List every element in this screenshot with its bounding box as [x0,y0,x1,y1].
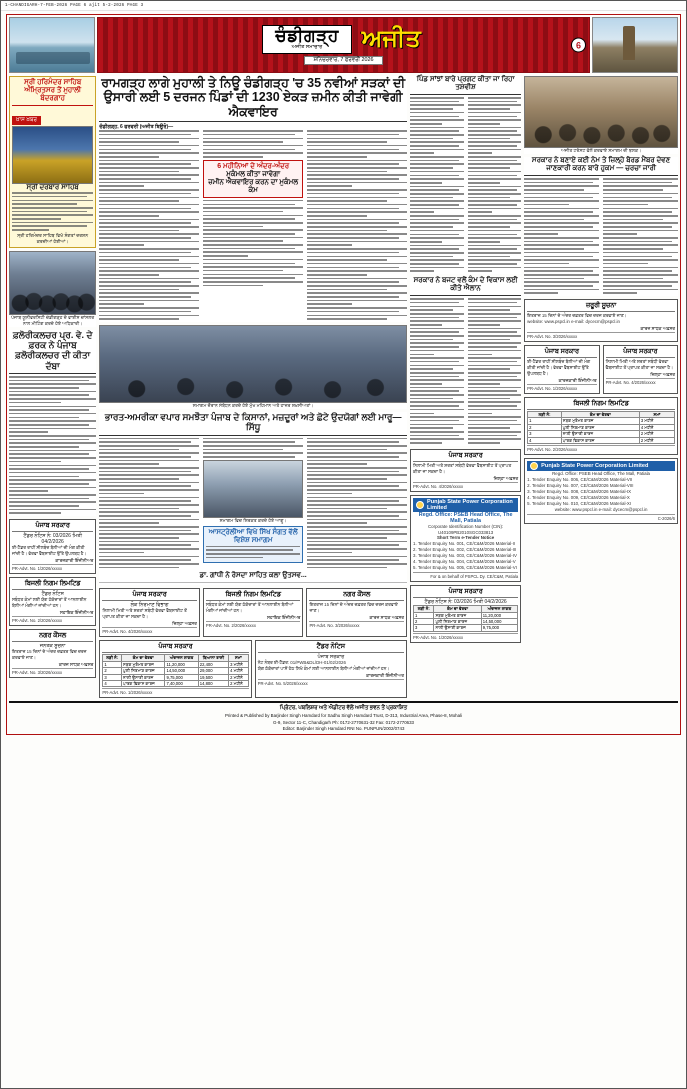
feature-box-title: ਸ੍ਰੀ ਹਰਿਮੰਦਰ ਸਾਹਿਬ ਅੰਮ੍ਰਿਤਸਰ ਤੋਂ ਮੁਹਾਲੀ ਬੰਦਰਗਾਹ [24,79,82,103]
th-0: ਲੜੀ ਨੰ: [528,411,562,417]
notice-1-heading: ਪੰਜਾਬ ਸਰਕਾਰ [12,522,93,532]
budget-story [410,277,521,446]
cell: ਸੜਕ ਮੁਰੰਮਤ ਕਾਰਜ [561,418,639,424]
pspcl-2-sub: Regd. Office: PSEB Head Office, The Mall, Patiala [552,471,651,477]
pspcl-bar-1 [413,498,518,512]
notice-1-body: ਈ-ਟੈਂਡਰ ਰਾਹੀਂ ਸੀਲਬੰਦ ਬੋਲੀਆਂ ਦੀ ਮੰਗ ਕੀਤੀ ਜਾਂਦੀ ਹੈ। ਵੇਰਵਾ ਵੈੱਬਸਾਈਟ ਉੱਤੇ ਉਪਲਬਧ ਹੈ। [12,545,87,557]
cell: 29,000 [198,668,228,674]
notice-3-heading: ਨਗਰ ਕੌਂਸਲ [12,632,93,642]
column-3 [410,76,521,698]
pspcl-sub-1: Regd. Office: PSEB Head Office, The Mall, Patiala [418,511,513,524]
cell: ਪੁਲੀ ਨਿਰਮਾਣ ਕਾਰਜ [561,424,639,430]
notice-block-10 [603,345,678,394]
notice-1-sign: ਕਾਰਜਕਾਰੀ ਇੰਜੀਨੀਅਰ [55,558,94,563]
budget-body [410,298,521,446]
masthead-title-row [262,25,424,53]
trade-headline: ਭਾਰਤ-ਅਮਰੀਕਾ ਵਪਾਰ ਸਮਝੌਤਾ ਪੰਜਾਬ ਦੇ ਕਿਸਾਨਾਂ, ਮਜ਼ਦੂਰਾਂ ਅਤੇ ਛੋਟੇ ਉਦਯੋਗਾਂ ਲਈ ਮਾਰੂ—ਸਿੱਧੂ [104,411,402,433]
lead-byline: ਚੰਡੀਗੜ੍ਹ, 6 ਫਰਵਰੀ (ਅਜੀਤ ਬਿਊਰੋ)— [99,124,174,131]
australia-box [203,526,303,564]
notice-9-foot: PR-Advt. No. 1/2026/xxxxx [527,384,596,391]
tender-table-heading: ਪੰਜਾਬ ਸਰਕਾਰ [102,643,248,653]
cell: 14,800 [198,681,228,687]
notice-5-heading: ਬਿਜਲੀ ਨਿਗਮ ਲਿਮਟਿਡ [206,591,301,601]
notice-6-heading: ਨਗਰ ਕੌਂਸਲ [309,591,404,601]
tender-right-sub: ਪੰਜਾਬ ਸਰਕਾਰ [317,654,345,661]
cell: ਪਾਰਕ ਵਿਕਾਸ ਕਾਰਜ [122,681,165,687]
tender-right-ref: ਨੋਟ ਨੰਬਰ ਈ-ਟੈਂਡਰ: 01/PWB&DL/DH-01/02/2026 [257,660,346,666]
pspcl-2-item: 2. Tender Enquiry No. 007, CE/C&M/2026 Material-VIII [527,482,634,488]
masthead-city [262,25,352,53]
notice-1-sub: ਟੈਂਡਰ ਨੋਟਿਸ ਨੰ: 03/2026 ਮਿਤੀ 04/2/2026 [23,533,82,546]
page-frame [6,14,681,735]
jaruri-suchna-heading: ਜ਼ਰੂਰੀ ਸੂਚਨਾ [527,302,675,312]
masthead-date: ਸ਼ਨਿਚਰਵਾਰ, 7 ਫਰਵਰੀ 2026 [304,56,382,65]
tender-table-foot: PR-Advt. No. 1/2026/xxxxx [102,688,248,695]
notice-5-body: ਸਬੰਧਤ ਕੰਮਾਂ ਲਈ ਯੋਗ ਠੇਕੇਦਾਰਾਂ ਤੋਂ ਆਨਲਾਈਨ ਬੋਲੀਆਂ ਮੰਗੀਆਂ ਜਾਂਦੀਆਂ ਹਨ। [205,602,294,614]
th-1: ਕੰਮ ਦਾ ਵੇਰਵਾ [122,655,165,661]
notice-4-foot: PR-Advt. No. 4/2026/xxxxx [102,627,197,634]
pspcl-item: 3. Tender Enquiry No. 003, CE/C&M/2026 Material-IV [413,553,517,559]
tender-right-heading: ਟੈਂਡਰ ਨੋਟਿਸ [258,643,404,653]
pspcl-logo-icon [530,462,538,470]
cell: 1 [414,612,434,618]
notice-7-heading: ਪੰਜਾਬ ਸਰਕਾਰ [413,452,518,462]
notice-9-heading: ਪੰਜਾਬ ਸਰਕਾਰ [527,348,596,358]
cell: 9,75,000 [481,625,517,631]
lead-body-col-b [203,130,303,322]
feature-box-golden-temple [9,76,96,248]
pu-meeting-photo [9,251,96,315]
page-number-badge: 6 [571,38,586,53]
khas-khabar-tag: ਖ਼ਾਸ ਖ਼ਬਰ [12,116,41,125]
lead-body-col-c [307,130,407,322]
tender-table [102,654,248,687]
lead-body-columns [99,130,407,322]
cell: 1 [528,418,562,424]
village-story [410,76,521,274]
pspcl-2-item: 4. Tender Enquiry No. 009, CE/C&M/2026 Material-X [527,494,630,500]
lead-body-col-a [99,130,199,322]
notice-block-7 [410,449,521,492]
notice-8-table [413,605,518,632]
cell: 1 [103,661,122,667]
feature-box-caption: ਸ੍ਰੀ ਹਰਿਮੰਦਰ ਸਾਹਿਬ ਵਿਖੇ ਸੰਗਤਾਂ ਦਰਸ਼ਨ ਕਰਦੀਆਂ ਹੋਈਆਂ। [17,232,89,244]
jaruri-suchna-body: ਇਤਰਾਜ਼ 15 ਦਿਨਾਂ ਦੇ ਅੰਦਰ ਦਫ਼ਤਰ ਵਿਚ ਦਰਜ ਕਰਵਾਏ ਜਾਣ। [527,313,627,319]
cell: 2 ਮਹੀਨੇ [229,681,249,687]
cell: 3 [414,625,434,631]
table-row [103,681,248,687]
pspcl-footer-1: For & on behalf of PSPCL Dy. CE/C&M, Patiala [413,572,518,579]
footer-line-2: Printed & Published by Barjinder Singh Hamdard for Sadhu Singh Hamdard Trust, D-313, Industrial Area, Phase-8, Mohali [225,713,462,719]
notice-4-heading: ਪੰਜਾਬ ਸਰਕਾਰ [102,591,197,601]
notice-3-sign: ਕਾਰਜ ਸਾਧਕ ਅਫ਼ਸਰ [58,661,94,667]
cell: ਸੜਕ ਮੁਰੰਮਤ ਕਾਰਜ [122,661,165,667]
notice-3-sub: ਜਨਤਕ ਸੂਚਨਾ [39,642,66,649]
tender-right-foot: PR-Advt. No. 5/2026/xxxxx [258,679,404,686]
scan-header-strip: 1-CHANDIGARH-7-FEB-2026 PAGE 6 ajit 5-2-2026 PAGE 3 [1,1,686,11]
th-1: ਕੰਮ ਦਾ ਵੇਰਵਾ [434,606,481,612]
cell: 14,50,000 [165,668,198,674]
th-2: ਅੰਦਾਜ਼ਨ ਲਾਗਤ [165,655,198,661]
table-row [414,625,518,631]
sgpc-notice-block [524,397,678,455]
cell: 2 [414,618,434,624]
th-4: ਸਮਾਂ [229,655,249,661]
notice-8-heading: ਪੰਜਾਬ ਸਰਕਾਰ [413,588,518,598]
cell: 11,20,000 [165,661,198,667]
sgpc-heading: ਬਿਜਲੀ ਨਿਗਮ ਲਿਮਟਿਡ [527,400,675,410]
notice-2-body: ਸਬੰਧਤ ਕੰਮਾਂ ਲਈ ਯੋਗ ਠੇਕੇਦਾਰਾਂ ਤੋਂ ਆਨਲਾਈਨ ਬੋਲੀਆਂ ਮੰਗੀਆਂ ਜਾਂਦੀਆਂ ਹਨ। [12,597,87,608]
pspcl-bar-2 [527,461,675,471]
pspcl-note: Short Term e-Tender Notice [437,535,495,541]
crowd-photo-block [524,76,678,154]
column-4 [524,76,678,698]
pspcl-2-contact: website: www.pspcl.in e-mail: dycecm@pspcl.in [554,506,648,512]
notice-3-foot: PR-Advt. No. 3/2026/xxxxx [12,668,93,675]
cell: ਨਾਲੀ ਉਸਾਰੀ ਕਾਰਜ [434,625,481,631]
notice-1-foot: PR-Advt. No. 1/2026/xxxxx [12,564,93,571]
leader-photo-caption: ਸਮਾਗਮ ਵਿਚ ਸ਼ਿਰਕਤ ਕਰਦੇ ਹੋਏ ਆਗੂ। [219,517,287,523]
page-footer [9,701,678,732]
notice-10-foot: PR-Advt. No. 4/2026/xxxxx [606,378,675,385]
th-1: ਕੰਮ ਦਾ ਵੇਰਵਾ [561,411,639,417]
notice-2-heading: ਬਿਜਲੀ ਨਿਗਮ ਲਿਮਟਿਡ [12,580,93,590]
jaruri-suchna-block [524,299,678,342]
masthead-photo-left [9,17,95,73]
th-3: ਬਿਆਨਾ ਰਾਸ਼ੀ [198,655,228,661]
th-0: ਲੜੀ ਨੰ: [103,655,122,661]
pspcl-logo-icon [416,501,424,509]
pspcl-item: 5. Tender Enquiry No. 005, CE/C&M/2026 Material-VI [413,565,517,571]
notice-8-sub: ਟੈਂਡਰ ਨੋਟਿਸ ਨੰ: 03/2026 ਮਿਤੀ 04/2/2026 [424,599,507,606]
th-2: ਸਮਾਂ [639,411,674,417]
pspcl-block-2 [524,458,678,524]
floriculture-story [9,330,96,517]
trade-story [99,412,407,585]
cell: ਪੁਲੀ ਨਿਰਮਾਣ ਕਾਰਜ [122,668,165,674]
pspcl-bar-2-text: Punjab State Power Corporation Limited [541,463,649,470]
cell: 3 [103,674,122,680]
pspcl-bar-1-text: Punjab State Power Corporation Limited [427,498,513,511]
pspcl-2-item: 3. Tender Enquiry No. 008, CE/C&M/2026 Material-IX [527,488,632,494]
lead-centerbox-line1: 6 ਮਹੀਨਿਆਂ ਦੇ ਅੰਦਰ-ਅੰਦਰ [217,162,290,170]
notice-block-4 [99,588,200,637]
cell: 4 [528,437,562,443]
pspcl-2-item: 1. Tender Enquiry No. 006, CE/C&M/2026 Material-VII [527,476,633,482]
stage-photo-block [99,325,407,409]
feature-box-body [12,192,93,230]
lead-headline: ਰਾਮਗੜ੍ਹ ਲਾਗੇ ਮੁਹਾਲੀ ਤੇ ਨਿਊ ਚੰਡੀਗੜ੍ਹ 'ਚ 35 ਨਵੀਆਂ ਸੜਕਾਂ ਦੀ ਉਸਾਰੀ ਲਈ 5 ਦਰਜਨ ਪਿੰਡਾਂ ਦੀ 1230 ਏਕੜ ਜ਼ਮੀਨ ਕੀਤੀ ਜਾਵੇਗੀ ਐਕਵਾਇਰ [101,76,406,119]
pspcl-2-item: 5. Tender Enquiry No. 010, CE/C&M/2026 Material-XI [527,500,632,506]
cell: 4 [103,681,122,687]
lead-story [99,76,407,322]
masthead-city-text: ਚੰਡੀਗੜ੍ਹ [275,26,339,46]
pspcl-sub-2: Corporate Identification Number (CIN): U40109PB2010SGC033813 [428,523,504,535]
stage-photo-caption: ਸਮਾਗਮ ਦੌਰਾਨ ਸੰਬੋਧਨ ਕਰਦੇ ਹੋਏ ਮੁੱਖ ਮਹਿਮਾਨ ਅਤੇ ਹਾਜ਼ਰ ਸ਼ਖ਼ਸੀਅਤਾਂ। [192,402,314,408]
floriculture-headline: ਫ਼ਲੋਰੀਕਲਚਰ ਪ੍ਰ. ਵੇ. ਦੇ ਫ਼ਰਕ ਨੇ ਪੰਜਾਬ ਫ਼ਲੋਰੀਕਲਚਰ ਦੀ ਕੀਤਾ ਦੱਬਾ [12,329,93,371]
trade-col-b [203,438,303,571]
cell: 9,75,000 [165,674,198,680]
notice-6-body: ਇਤਰਾਜ਼ 15 ਦਿਨਾਂ ਦੇ ਅੰਦਰ ਦਫ਼ਤਰ ਵਿਚ ਦਰਜ ਕਰਵਾਏ ਜਾਣ। [309,602,398,614]
pu-photo-caption: ਪੰਜਾਬ ਯੂਨੀਵਰਸਿਟੀ ਚੰਡੀਗੜ੍ਹ ਦੇ ਵਾਈਸ ਚਾਂਸਲਰ ਨਾਲ ਮੀਟਿੰਗ ਕਰਦੇ ਹੋਏ ਅਧਿਕਾਰੀ। [11,314,95,326]
notice-row-col2 [99,588,407,637]
cell: ਨਾਲੀ ਉਸਾਰੀ ਕਾਰਜ [561,431,639,437]
sgpc-foot: PR-Advt. No. 2/2026/xxxxx [527,445,675,452]
notice-block-9 [524,345,599,394]
footer-line-1: ਪ੍ਰਿੰਟਰ, ਪਬਲਿਸ਼ਰ ਅਤੇ ਐਡੀਟਰ ਵੱਲੋਂ ਅਜੀਤ ਭਵਨ ਤੋਂ ਪ੍ਰਕਾਸ਼ਿਤ [279,705,408,712]
jaruri-suchna-foot: PR-Advt. No. 3/2026/xxxxx [527,332,675,339]
notice-7-body: ਨਿਲਾਮੀ ਮਿਤੀ ਅਤੇ ਸ਼ਰਤਾਂ ਸਬੰਧੀ ਵੇਰਵਾ ਵੈੱਬਸਾਈਟ ਤੋਂ ਪ੍ਰਾਪਤ ਕੀਤਾ ਜਾ ਸਕਦਾ ਹੈ। [413,462,512,474]
notice-2-foot: PR-Advt. No. 2/2026/xxxxx [12,616,93,623]
govt-order-headline: ਸਰਕਾਰ ਨੇ ਬਣਾਏ ਕਈ ਨੇਮ ਤੇ ਜ਼ਿਲ੍ਹੇ ਬੋਰਡ ਮੈਂਬਰ ਦੇਵਣ ਜਾਣਕਾਰੀ ਕਰਨ ਬਾਰੇ ਹੁਕਮ — ਚਰਚਾ ਜਾਰੀ [531,156,671,173]
notice-block-2 [9,577,96,626]
village-headline: ਪਿੰਡ ਸਾਂਝਾਂ ਬਾਰੇ ਪ੍ਰਗਟ ਕੀਤਾ ਜਾ ਰਿਹਾ ਤਸ਼ਵੀਸ਼ [416,76,515,92]
cell: 2 [528,424,562,430]
notice-block-3 [9,629,96,678]
crowd-photo-caption: ਅਜੀਤ ਟਰੱਸਟ ਵੱਲੋਂ ਕਰਵਾਏ ਸਮਾਗਮ ਦੀ ਝਲਕ। [560,148,642,153]
crowd-photo [524,76,678,148]
cell: 2 ਮਹੀਨੇ [229,674,249,680]
pspcl-2-code: C-2026/6 [527,514,675,521]
notice-6-sign: ਕਾਰਜ ਸਾਧਕ ਅਫ਼ਸਰ [369,615,405,621]
notice-3-body: ਇਤਰਾਜ਼ 15 ਦਿਨਾਂ ਦੇ ਅੰਦਰ ਦਫ਼ਤਰ ਵਿਚ ਦਰਜ ਕਰਵਾਏ ਜਾਣ। [12,648,87,660]
notice-7-foot: PR-Advt. No. 4/2026/xxxxx [413,482,518,489]
table-row [414,606,518,612]
jaruri-suchna-contact: website: www.pspcl.in e-mail: dycecm@pspcl.in [527,319,620,324]
notice-block-6 [306,588,407,637]
leader-photo [203,460,303,518]
cell: 2 ਮਹੀਨੇ [639,437,674,443]
notice-block-1 [9,519,96,574]
pspcl-item: 1. Tender Enquiry No. 001, CE/C&M/2026 Material-II [413,541,516,547]
masthead-paper-name: ਅਜੀਤ [361,25,421,53]
floriculture-body [9,376,96,514]
cell: 2 [103,668,122,674]
column-1 [9,76,96,698]
page-sheet [1,11,686,739]
govt-order-story [524,157,678,296]
pspcl-block-1 [410,495,521,583]
pu-photo-block [9,251,96,327]
table-notice-row [99,640,407,698]
table-row [528,437,675,443]
stage-photo [99,325,407,403]
masthead-photo-right [592,17,678,73]
cell: ਪੁਲੀ ਨਿਰਮਾਣ ਕਾਰਜ [434,618,481,624]
notice-2-sub: ਟੈਂਡਰ ਨੋਟਿਸ [41,591,64,597]
feature-box-subtitle: ਸ੍ਰੀ ਦਰਬਾਰ ਸਾਹਿਬ [26,184,79,192]
cell: 19,500 [198,674,228,680]
lead-centerbox-line2: ਮੁਕੰਮਲ ਕੀਤਾ ਜਾਵੇਗਾ [226,170,281,178]
cell: 3 ਮਹੀਨੇ [229,661,249,667]
govt-order-body [524,178,678,296]
notice-block-5 [203,588,304,637]
cell: 22,400 [198,661,228,667]
pspcl-item: 4. Tender Enquiry No. 004, CE/C&M/2026 Material-V [413,559,516,565]
notice-4-body: ਨਿਲਾਮੀ ਮਿਤੀ ਅਤੇ ਸ਼ਰਤਾਂ ਸਬੰਧੀ ਵੇਰਵਾ ਵੈੱਬਸਾਈਟ ਤੋਂ ਪ੍ਰਾਪਤ ਕੀਤਾ ਜਾ ਸਕਦਾ ਹੈ। [102,608,187,620]
notice-10-body: ਨਿਲਾਮੀ ਮਿਤੀ ਅਤੇ ਸ਼ਰਤਾਂ ਸਬੰਧੀ ਵੇਰਵਾ ਵੈੱਬਸਾਈਟ ਤੋਂ ਪ੍ਰਾਪਤ ਕੀਤਾ ਜਾ ਸਕਦਾ ਹੈ। [605,358,673,370]
cell: 3 [528,431,562,437]
cell: ਸੜਕ ਮੁਰੰਮਤ ਕਾਰਜ [434,612,481,618]
footer-line-4: Editor: Barjinder Singh Hamdard RNI No. PUNPUN/2002/0743 [282,726,405,732]
lead-centerbox [203,160,303,198]
cell: 14,50,000 [481,618,517,624]
cell: ਪਾਰਕ ਵਿਕਾਸ ਕਾਰਜ [561,437,639,443]
column-2 [99,76,407,698]
masthead [9,17,678,73]
trade-body-columns [99,438,407,571]
cell: 4 ਮਹੀਨੇ [639,424,674,430]
main-grid [9,76,678,698]
notice-block-8 [410,585,521,643]
notice-5-foot: PR-Advt. No. 2/2026/xxxxx [206,621,301,628]
masthead-city-subtext: ਅਜੀਤ ਸਮਾਚਾਰ [291,44,323,51]
notice-7-sign: ਜ਼ਿਲ੍ਹਾ ਅਫ਼ਸਰ [493,475,519,481]
notice-9-body: ਈ-ਟੈਂਡਰ ਰਾਹੀਂ ਸੀਲਬੰਦ ਬੋਲੀਆਂ ਦੀ ਮੰਗ ਕੀਤੀ ਜਾਂਦੀ ਹੈ। ਵੇਰਵਾ ਵੈੱਬਸਾਈਟ ਉੱਤੇ ਉਪਲਬਧ ਹੈ। [527,358,591,376]
tender-right-block [255,640,407,698]
notice-8-foot: PR-Advt. No. 1/2026/xxxxx [413,633,518,640]
gandhi-subhead: ਡਾ. ਗਾਂਧੀ ਨੇ ਰੋਸਦਾ ਸਾਹਿਤ ਕਲਾ ਉਤਸਵ... [199,572,307,580]
budget-headline: ਸਰਕਾਰ ਨੇ ਬਜਟ ਵਲੋਂ ਕੰਮ ਦੇ ਵਿਕਾਸ ਲਈ ਕੀਤੇ ਐਲਾਨ [413,277,518,293]
sgpc-table [527,411,675,444]
cell: ਨਾਲੀ ਉਸਾਰੀ ਕਾਰਜ [122,674,165,680]
cell: 7,40,000 [165,681,198,687]
tender-table-block [99,640,251,698]
trade-col-a [99,438,199,571]
footer-line-3: G-9, Sector 11-C, Chandigarh Ph: 0172-2770631-32 Fax: 0172-2770633 [273,719,414,725]
notice-10-heading: ਪੰਜਾਬ ਸਰਕਾਰ [606,348,675,358]
notice-2-sign: ਸਹਾਇਕ ਇੰਜੀਨੀਅਰ [59,609,94,615]
th-0: ਲੜੀ ਨੰ: [414,606,434,612]
notice-6-foot: PR-Advt. No. 3/2026/xxxxx [309,621,404,628]
masthead-center [97,17,590,73]
village-body [410,97,521,274]
golden-temple-photo [12,126,93,184]
notice-row-col4 [524,345,678,394]
cell: 2 ਮਹੀਨੇ [639,431,674,437]
notice-9-sign: ਕਾਰਜਕਾਰੀ ਇੰਜੀਨੀਅਰ [558,377,597,383]
notice-5-sign: ਸਹਾਇਕ ਇੰਜੀਨੀਅਰ [266,615,301,621]
cell: 11,20,000 [481,612,517,618]
jaruri-suchna-sign: ਕਾਰਜ ਸਾਧਕ ਅਫ਼ਸਰ [640,325,675,331]
notice-4-sign: ਜ਼ਿਲ੍ਹਾ ਅਫ਼ਸਰ [172,621,197,627]
trade-col-c [307,438,407,571]
th-2: ਅੰਦਾਜ਼ਨ ਲਾਗਤ [481,606,517,612]
tender-right-sign: ਕਾਰਜਕਾਰੀ ਇੰਜੀਨੀਅਰ [366,673,405,679]
cell: 3 ਮਹੀਨੇ [639,418,674,424]
tender-right-body: ਯੋਗ ਠੇਕੇਦਾਰਾਂ ਪਾਸੋਂ ਹੇਠ ਲਿਖੇ ਕੰਮਾਂ ਲਈ ਆਨਲਾਈਨ ਬੋਲੀਆਂ ਮੰਗੀਆਂ ਜਾਂਦੀਆਂ ਹਨ। [257,666,390,672]
pspcl-item: 2. Tender Enquiry No. 002, CE/C&M/2026 Material-III [413,547,517,553]
notice-10-sign: ਜ਼ਿਲ੍ਹਾ ਅਫ਼ਸਰ [650,371,676,377]
lead-centerbox-line3: ਜ਼ਮੀਨ ਐਕਵਾਇਰ ਕਰਨ ਦਾ ਮੁਕੰਮਲ ਕੰਮ [208,178,299,194]
australia-box-head: ਆਸਟ੍ਰੇਲੀਆ ਵਿਖੇ ਸਿੱਖ ਸੰਗਤ ਵੱਲੋਂ ਵਿਸ਼ੇਸ਼ ਸਮਾਗਮ [208,528,298,544]
notice-4-sub: ਲੋਕ ਨਿਰਮਾਣ ਵਿਭਾਗ [130,602,169,609]
cell: 4 ਮਹੀਨੇ [229,668,249,674]
